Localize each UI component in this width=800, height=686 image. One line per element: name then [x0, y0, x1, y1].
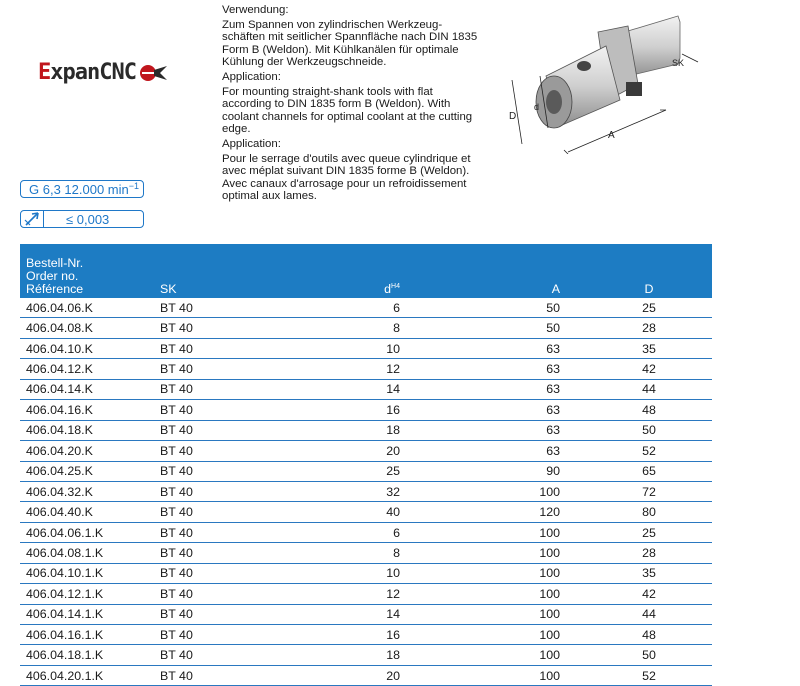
cell-a: 63	[430, 379, 586, 399]
cell-order-no: 406.04.16.1.K	[20, 625, 160, 645]
cell-sk: BT 40	[160, 481, 310, 501]
cell-sk: BT 40	[160, 379, 310, 399]
cell-sk: BT 40	[160, 604, 310, 624]
header-order-fr: Référence	[26, 282, 84, 296]
cell-d: 16	[310, 400, 430, 420]
cell-order-no: 406.04.32.K	[20, 481, 160, 501]
table-row	[20, 420, 712, 440]
table-row	[20, 379, 712, 399]
tool-holder-drawing	[498, 4, 718, 154]
cell-D: 25	[586, 522, 712, 542]
cell-d: 16	[310, 625, 430, 645]
col-header-order	[20, 244, 160, 298]
cell-sk: BT 40	[160, 359, 310, 379]
brand-first-letter: E	[38, 60, 51, 85]
cell-D: 80	[586, 502, 712, 522]
cell-order-no: 406.04.08.1.K	[20, 543, 160, 563]
cell-D: 48	[586, 625, 712, 645]
runout-spec	[20, 210, 144, 228]
desc-de-title: Verwendung:	[222, 4, 289, 16]
table-row	[20, 563, 712, 583]
cell-D: 28	[586, 543, 712, 563]
cell-D: 28	[586, 318, 712, 338]
cell-d: 8	[310, 318, 430, 338]
header-d-tolerance: H4	[391, 283, 400, 290]
cell-a: 50	[430, 318, 586, 338]
balance-spec	[20, 180, 144, 198]
cell-order-no: 406.04.25.K	[20, 461, 160, 481]
cell-a: 63	[430, 400, 586, 420]
table-row	[20, 665, 712, 685]
cell-d: 12	[310, 584, 430, 604]
table-row	[20, 584, 712, 604]
dim-label-SK: SK	[672, 58, 685, 68]
desc-fr-text: Pour le serrage d'outils avec queue cylindrique et avec méplat suivant DIN 1835 forme B (Weldon). Avec canaux d'arrosage pour un refroidissement optimal aux lames.	[222, 152, 471, 203]
desc-en-title: Application:	[222, 70, 281, 83]
table-row	[20, 400, 712, 420]
cell-D: 52	[586, 665, 712, 685]
cell-a: 100	[430, 625, 586, 645]
table-header-row	[20, 244, 712, 298]
cell-sk: BT 40	[160, 543, 310, 563]
cell-order-no: 406.04.14.K	[20, 379, 160, 399]
cell-order-no: 406.04.10.K	[20, 338, 160, 358]
cell-a: 100	[430, 481, 586, 501]
runout-value: ≤ 0,003	[66, 211, 110, 227]
cell-order-no: 406.04.10.1.K	[20, 563, 160, 583]
cell-D: 44	[586, 379, 712, 399]
cell-D: 72	[586, 481, 712, 501]
brand-logo	[38, 60, 168, 85]
cell-d: 25	[310, 461, 430, 481]
cell-sk: BT 40	[160, 645, 310, 665]
cell-d: 6	[310, 298, 430, 318]
cell-D: 44	[586, 604, 712, 624]
cell-sk: BT 40	[160, 298, 310, 318]
col-header-D: D	[586, 244, 712, 298]
cell-a: 100	[430, 584, 586, 604]
cell-order-no: 406.04.20.1.K	[20, 665, 160, 685]
cell-sk: BT 40	[160, 522, 310, 542]
cell-order-no: 406.04.06.K	[20, 298, 160, 318]
cell-d: 14	[310, 379, 430, 399]
table-row	[20, 481, 712, 501]
cell-order-no: 406.04.40.K	[20, 502, 160, 522]
cell-d: 40	[310, 502, 430, 522]
cell-d: 8	[310, 543, 430, 563]
table-row	[20, 645, 712, 665]
table-row	[20, 522, 712, 542]
cell-d: 10	[310, 338, 430, 358]
table-row	[20, 461, 712, 481]
brand-rest: xpanCNC	[50, 60, 136, 85]
cell-d: 20	[310, 441, 430, 461]
cell-a: 100	[430, 645, 586, 665]
cell-D: 48	[586, 400, 712, 420]
cell-sk: BT 40	[160, 563, 310, 583]
cell-d: 14	[310, 604, 430, 624]
table-row	[20, 441, 712, 461]
table-row	[20, 502, 712, 522]
cell-D: 35	[586, 563, 712, 583]
cell-sk: BT 40	[160, 584, 310, 604]
desc-en-text: For mounting straight-shank tools with flat according to DIN 1835 form B (Weldon). With coolant channels for optimal coolant at the cutting edge.	[222, 85, 473, 136]
dim-label-D: D	[509, 111, 517, 122]
cell-order-no: 406.04.14.1.K	[20, 604, 160, 624]
cell-d: 6	[310, 522, 430, 542]
cell-D: 25	[586, 298, 712, 318]
cell-a: 100	[430, 665, 586, 685]
table-row	[20, 625, 712, 645]
product-table	[20, 244, 712, 686]
cell-a: 100	[430, 563, 586, 583]
cell-order-no: 406.04.18.1.K	[20, 645, 160, 665]
cell-a: 100	[430, 522, 586, 542]
balance-unit-sup: −1	[128, 181, 139, 191]
cell-sk: BT 40	[160, 420, 310, 440]
desc-fr-title: Application:	[222, 137, 281, 150]
cell-a: 63	[430, 441, 586, 461]
cell-a: 100	[430, 543, 586, 563]
cell-sk: BT 40	[160, 461, 310, 481]
cell-D: 50	[586, 420, 712, 440]
cell-a: 63	[430, 338, 586, 358]
cell-order-no: 406.04.12.K	[20, 359, 160, 379]
cell-sk: BT 40	[160, 665, 310, 685]
cell-D: 65	[586, 461, 712, 481]
cell-d: 20	[310, 665, 430, 685]
cell-sk: BT 40	[160, 441, 310, 461]
cell-d: 32	[310, 481, 430, 501]
cell-d: 18	[310, 645, 430, 665]
header-d-label: d	[384, 282, 392, 296]
cell-D: 35	[586, 338, 712, 358]
col-header-sk: SK	[160, 244, 310, 298]
dim-label-A: A	[608, 130, 615, 141]
cell-d: 18	[310, 420, 430, 440]
cell-D: 50	[586, 645, 712, 665]
cell-sk: BT 40	[160, 318, 310, 338]
table-row	[20, 359, 712, 379]
cell-D: 52	[586, 441, 712, 461]
cell-order-no: 406.04.12.1.K	[20, 584, 160, 604]
brand-name	[38, 60, 136, 85]
cell-a: 100	[430, 604, 586, 624]
cell-a: 63	[430, 359, 586, 379]
cell-sk: BT 40	[160, 502, 310, 522]
cell-a: 90	[430, 461, 586, 481]
cell-sk: BT 40	[160, 338, 310, 358]
cell-d: 12	[310, 359, 430, 379]
cell-order-no: 406.04.06.1.K	[20, 522, 160, 542]
col-header-d	[310, 244, 430, 298]
runout-arrow-icon	[21, 211, 44, 227]
description-block	[222, 4, 482, 205]
cell-order-no: 406.04.08.K	[20, 318, 160, 338]
table-row	[20, 318, 712, 338]
cell-a: 50	[430, 298, 586, 318]
header-order-en: Order no.	[26, 269, 79, 283]
dim-label-d: d	[534, 102, 540, 112]
cell-sk: BT 40	[160, 625, 310, 645]
cell-order-no: 406.04.18.K	[20, 420, 160, 440]
table-row	[20, 298, 712, 318]
cell-a: 120	[430, 502, 586, 522]
cell-order-no: 406.04.20.K	[20, 441, 160, 461]
table-row	[20, 338, 712, 358]
cell-order-no: 406.04.16.K	[20, 400, 160, 420]
cell-D: 42	[586, 584, 712, 604]
header-order-de: Bestell-Nr.	[26, 256, 84, 270]
table-row	[20, 543, 712, 563]
cell-sk: BT 40	[160, 400, 310, 420]
col-header-a: A	[430, 244, 586, 298]
desc-de-text: Zum Spannen von zylindrischen Werkzeug-schäften mit seitlicher Spannfläche nach DIN 1835 Form B (Weldon). Mit Kühlkanälen für optimale Kühlung der Werkzeugschneide.	[222, 18, 478, 69]
cell-a: 63	[430, 420, 586, 440]
balance-value: G 6,3 12.000 min	[29, 181, 129, 197]
drill-bit-icon	[138, 62, 168, 84]
table-row	[20, 604, 712, 624]
cell-D: 42	[586, 359, 712, 379]
table-body	[20, 298, 712, 686]
cell-d: 10	[310, 563, 430, 583]
